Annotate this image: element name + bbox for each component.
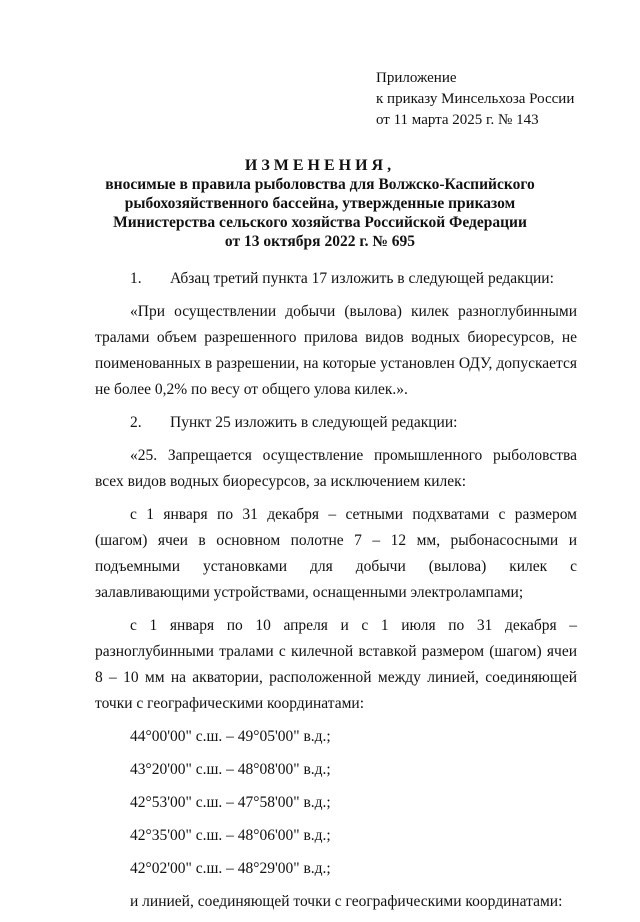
coordinate-line: 42°53'00" с.ш. – 47°58'00" в.д.; — [130, 794, 331, 811]
coordinate-line: 43°20'00" с.ш. – 48°08'00" в.д.; — [130, 761, 331, 778]
item-number: 2. — [130, 414, 142, 431]
title-line: вносимые в правила рыболовства для Волжско-Каспийского — [105, 176, 535, 193]
paragraph: и линией, соединяющей точки с географическими координатами: — [130, 893, 563, 910]
document-body — [95, 266, 577, 922]
title-line: от 13 октября 2022 г. № 695 — [224, 233, 416, 250]
coordinate-line: 42°02'00" с.ш. – 48°29'00" в.д.; — [130, 860, 331, 877]
coordinate-line: 42°35'00" с.ш. – 48°06'00" в.д.; — [130, 827, 331, 844]
title-line: рыбохозяйственного бассейна, утвержденные приказом — [124, 195, 516, 212]
paragraph: «25. Запрещается осуществление промышленного рыболовства всех видов водных биоресурсов, за исключением килек: — [95, 447, 577, 490]
item-text: Абзац третий пункта 17 изложить в следующей редакции: — [170, 270, 554, 287]
item-text: Пункт 25 изложить в следующей редакции: — [170, 414, 458, 431]
numbered-item — [95, 266, 577, 292]
appendix-line: Приложение — [376, 70, 457, 86]
appendix-line: к приказу Минсельхоза России — [376, 91, 575, 107]
paragraph: с 1 января по 10 апреля и с 1 июля по 31 декабря – разноглубинными тралами с килечной вставкой размером (шагом) ячеи 8 – 10 мм на акватории, расположенной между линией, соединяющей точки с географическими координатами: — [95, 617, 577, 712]
item-number: 1. — [130, 270, 142, 287]
coordinate-line: 44°00'00" с.ш. – 49°05'00" в.д.; — [130, 728, 331, 745]
title-main: ИЗМЕНЕНИЯ, — [244, 157, 396, 174]
appendix-header — [376, 68, 574, 131]
paragraph: «При осуществлении добычи (вылова) килек разноглубинными тралами объем разрешенного прилова видов водных биоресурсов, не поименованных в разрешении, на которые установлен ОДУ, допускается не более 0,2% по весу от общего улова килек.». — [95, 303, 577, 398]
title-line: Министерства сельского хозяйства Российской Федерации — [113, 214, 527, 231]
paragraph: с 1 января по 31 декабря – сетными подхватами с размером (шагом) ячеи в основном полотне 7 – 12 мм, рыбонасосными и подъемными установками для добычи (вылова) килек с залавливающими устройствами, оснащенными электролампами; — [95, 506, 577, 601]
numbered-item — [95, 410, 577, 436]
document-title — [60, 156, 580, 251]
appendix-line: от 11 марта 2025 г. № 143 — [376, 112, 539, 128]
